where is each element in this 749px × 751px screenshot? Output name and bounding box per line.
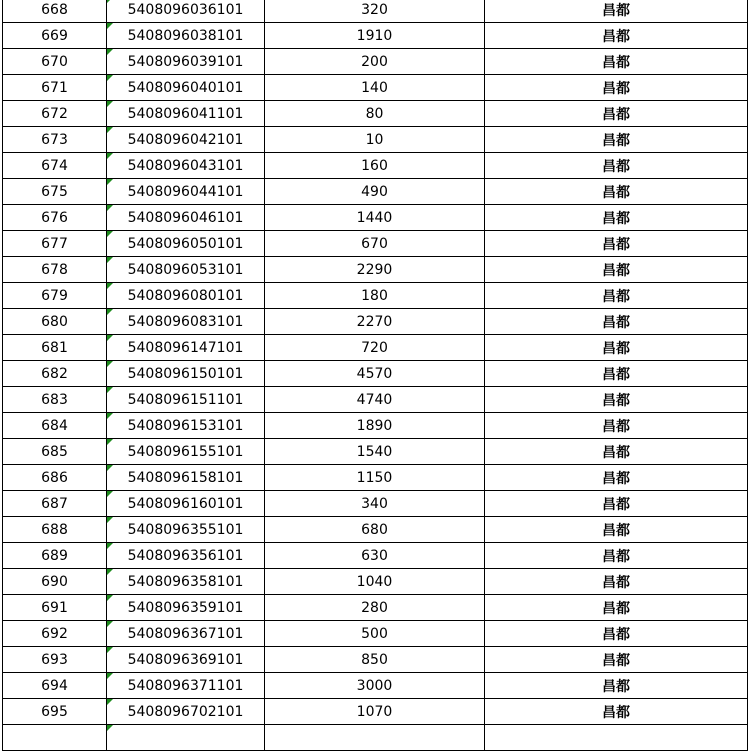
amount-cell[interactable] (265, 699, 485, 725)
region-cell-text: 昌都 (602, 314, 630, 331)
row-number-cell[interactable] (3, 673, 107, 699)
text-format-marker-icon (107, 49, 113, 55)
amount-cell-text: 720 (361, 339, 388, 356)
code-cell-text: 5408096371101 (127, 677, 244, 694)
row-number-cell[interactable] (3, 75, 107, 101)
table-row (3, 231, 748, 257)
code-cell[interactable] (107, 361, 265, 387)
region-cell-text: 昌都 (602, 548, 630, 565)
amount-cell-text: 3000 (356, 677, 393, 694)
code-cell[interactable] (107, 335, 265, 361)
table-row (3, 569, 748, 595)
region-cell[interactable] (485, 283, 748, 309)
row-number-cell[interactable] (3, 647, 107, 673)
text-format-marker-icon (107, 647, 113, 653)
region-cell-text: 昌都 (602, 2, 630, 19)
amount-cell-text: 2270 (356, 313, 393, 330)
region-cell[interactable] (485, 465, 748, 491)
row-number-cell-text: 669 (41, 27, 68, 44)
text-format-marker-icon (107, 23, 113, 29)
row-number-cell[interactable] (3, 569, 107, 595)
code-cell[interactable] (107, 647, 265, 673)
table-row (3, 595, 748, 621)
table-row (3, 101, 748, 127)
table-row (3, 413, 748, 439)
amount-cell[interactable] (265, 543, 485, 569)
code-cell-text: 5408096158101 (127, 469, 244, 486)
amount-cell[interactable] (265, 569, 485, 595)
text-format-marker-icon (107, 231, 113, 237)
table-row (3, 127, 748, 153)
row-number-cell-text: 677 (41, 235, 68, 252)
amount-cell-text: 630 (361, 547, 388, 564)
row-number-cell[interactable] (3, 231, 107, 257)
region-cell[interactable] (485, 205, 748, 231)
table-row (3, 179, 748, 205)
code-cell[interactable] (107, 491, 265, 517)
code-cell[interactable] (107, 595, 265, 621)
region-cell-text: 昌都 (602, 522, 630, 539)
region-cell[interactable] (485, 491, 748, 517)
code-cell[interactable] (107, 283, 265, 309)
row-number-cell[interactable] (3, 387, 107, 413)
code-cell-text: 5408096153101 (127, 417, 244, 434)
region-cell[interactable] (485, 309, 748, 335)
text-format-marker-icon (107, 465, 113, 471)
text-format-marker-icon (107, 179, 113, 185)
amount-cell[interactable] (265, 595, 485, 621)
code-cell-text: 5408096358101 (127, 573, 244, 590)
region-cell[interactable] (485, 647, 748, 673)
code-cell[interactable] (107, 231, 265, 257)
code-cell[interactable] (107, 569, 265, 595)
amount-cell-text: 500 (361, 625, 388, 642)
region-cell-text: 昌都 (602, 366, 630, 383)
table-row (3, 257, 748, 283)
region-cell-text: 昌都 (602, 626, 630, 643)
code-cell-text: 5408096044101 (127, 183, 244, 200)
amount-cell[interactable] (265, 0, 485, 23)
amount-cell-text: 490 (361, 183, 388, 200)
code-cell[interactable] (107, 413, 265, 439)
row-number-cell-text: 671 (41, 79, 68, 96)
region-cell[interactable] (485, 387, 748, 413)
code-cell[interactable] (107, 205, 265, 231)
code-cell-text: 5408096046101 (127, 209, 244, 226)
amount-cell-text: 4740 (356, 391, 393, 408)
code-cell[interactable] (107, 543, 265, 569)
table-row (3, 699, 748, 725)
amount-cell[interactable] (265, 387, 485, 413)
region-cell[interactable] (485, 127, 748, 153)
amount-cell-text: 280 (361, 599, 388, 616)
code-cell-text: 5408096355101 (127, 521, 244, 538)
code-cell[interactable] (107, 0, 265, 23)
region-cell[interactable] (485, 49, 748, 75)
code-cell-text: 5408096036101 (127, 1, 244, 18)
table-row (3, 153, 748, 179)
row-number-cell[interactable] (3, 413, 107, 439)
row-number-cell-text: 682 (41, 365, 68, 382)
row-number-cell[interactable] (3, 725, 107, 751)
row-number-cell[interactable] (3, 179, 107, 205)
row-number-cell-text: 691 (41, 599, 68, 616)
code-cell-text: 5408096080101 (127, 287, 244, 304)
region-cell[interactable] (485, 153, 748, 179)
row-number-cell-text: 684 (41, 417, 68, 434)
row-number-cell[interactable] (3, 127, 107, 153)
amount-cell[interactable] (265, 335, 485, 361)
code-cell-text: 5408096359101 (127, 599, 244, 616)
region-cell-text: 昌都 (602, 132, 630, 149)
region-cell[interactable] (485, 0, 748, 23)
text-format-marker-icon (107, 621, 113, 627)
amount-cell-text: 1540 (356, 443, 393, 460)
text-format-marker-icon (107, 361, 113, 367)
region-cell-text: 昌都 (602, 340, 630, 357)
region-cell-text: 昌都 (602, 574, 630, 591)
code-cell[interactable] (107, 309, 265, 335)
code-cell-text: 5408096043101 (127, 157, 244, 174)
region-cell[interactable] (485, 413, 748, 439)
text-format-marker-icon (107, 725, 113, 731)
code-cell[interactable] (107, 257, 265, 283)
text-format-marker-icon (107, 439, 113, 445)
code-cell-text: 5408096160101 (127, 495, 244, 512)
row-number-cell[interactable] (3, 491, 107, 517)
amount-cell[interactable] (265, 413, 485, 439)
row-number-cell[interactable] (3, 439, 107, 465)
amount-cell-text: 670 (361, 235, 388, 252)
text-format-marker-icon (107, 543, 113, 549)
amount-cell[interactable] (265, 257, 485, 283)
text-format-marker-icon (107, 127, 113, 133)
row-number-cell-text: 688 (41, 521, 68, 538)
text-format-marker-icon (107, 413, 113, 419)
code-cell-text: 5408096083101 (127, 313, 244, 330)
amount-cell[interactable] (265, 465, 485, 491)
amount-cell[interactable] (265, 673, 485, 699)
row-number-cell-text: 670 (41, 53, 68, 70)
code-cell-text: 5408096038101 (127, 27, 244, 44)
row-number-cell-text: 687 (41, 495, 68, 512)
table-row (3, 543, 748, 569)
region-cell[interactable] (485, 75, 748, 101)
amount-cell-text: 1890 (356, 417, 393, 434)
amount-cell[interactable] (265, 101, 485, 127)
code-cell[interactable] (107, 127, 265, 153)
region-cell[interactable] (485, 179, 748, 205)
amount-cell[interactable] (265, 439, 485, 465)
region-cell-text: 昌都 (602, 210, 630, 227)
code-cell-text: 5408096053101 (127, 261, 244, 278)
row-number-cell-text: 690 (41, 573, 68, 590)
region-cell-text: 昌都 (602, 54, 630, 71)
code-cell[interactable] (107, 153, 265, 179)
table-row (3, 621, 748, 647)
code-cell[interactable] (107, 75, 265, 101)
amount-cell-text: 1040 (356, 573, 393, 590)
amount-cell[interactable] (265, 647, 485, 673)
text-format-marker-icon (107, 101, 113, 107)
region-cell[interactable] (485, 23, 748, 49)
region-cell[interactable] (485, 569, 748, 595)
table-row (3, 0, 748, 23)
amount-cell-text: 1150 (356, 469, 393, 486)
code-cell-text: 5408096356101 (127, 547, 244, 564)
data-table (2, 0, 748, 751)
row-number-cell[interactable] (3, 595, 107, 621)
row-number-cell-text: 679 (41, 287, 68, 304)
text-format-marker-icon (107, 335, 113, 341)
row-number-cell-text: 681 (41, 339, 68, 356)
region-cell[interactable] (485, 699, 748, 725)
table-row (3, 361, 748, 387)
region-cell-text: 昌都 (602, 80, 630, 97)
region-cell-text: 昌都 (602, 678, 630, 695)
row-number-cell[interactable] (3, 621, 107, 647)
code-cell[interactable] (107, 387, 265, 413)
table-row (3, 205, 748, 231)
table-row (3, 75, 748, 101)
code-cell-text: 5408096039101 (127, 53, 244, 70)
code-cell[interactable] (107, 725, 265, 751)
text-format-marker-icon (107, 283, 113, 289)
row-number-cell-text: 689 (41, 547, 68, 564)
region-cell-text: 昌都 (602, 470, 630, 487)
region-cell[interactable] (485, 725, 748, 751)
code-cell-text: 5408096040101 (127, 79, 244, 96)
row-number-cell[interactable] (3, 101, 107, 127)
code-cell-text: 5408096050101 (127, 235, 244, 252)
table-row (3, 387, 748, 413)
table-row (3, 517, 748, 543)
amount-cell-text: 1910 (356, 27, 393, 44)
table-row (3, 725, 748, 751)
code-cell-text: 5408096702101 (127, 703, 244, 720)
table-row (3, 491, 748, 517)
row-number-cell-text: 680 (41, 313, 68, 330)
amount-cell-text: 1070 (356, 703, 393, 720)
text-format-marker-icon (107, 75, 113, 81)
amount-cell[interactable] (265, 491, 485, 517)
text-format-marker-icon (107, 699, 113, 705)
table-row (3, 439, 748, 465)
row-number-cell-text: 694 (41, 677, 68, 694)
amount-cell-text: 180 (361, 287, 388, 304)
code-cell[interactable] (107, 179, 265, 205)
code-cell-text: 5408096042101 (127, 131, 244, 148)
row-number-cell[interactable] (3, 309, 107, 335)
table-row (3, 647, 748, 673)
code-cell[interactable] (107, 49, 265, 75)
region-cell-text: 昌都 (602, 236, 630, 253)
text-format-marker-icon (107, 205, 113, 211)
amount-cell[interactable] (265, 361, 485, 387)
table-row (3, 335, 748, 361)
table-row (3, 309, 748, 335)
amount-cell[interactable] (265, 231, 485, 257)
code-cell-text: 5408096150101 (127, 365, 244, 382)
region-cell[interactable] (485, 361, 748, 387)
code-cell[interactable] (107, 517, 265, 543)
code-cell[interactable] (107, 699, 265, 725)
row-number-cell-text: 678 (41, 261, 68, 278)
region-cell-text: 昌都 (602, 496, 630, 513)
code-cell[interactable] (107, 23, 265, 49)
row-number-cell[interactable] (3, 153, 107, 179)
amount-cell[interactable] (265, 153, 485, 179)
amount-cell[interactable] (265, 309, 485, 335)
region-cell[interactable] (485, 621, 748, 647)
region-cell[interactable] (485, 439, 748, 465)
row-number-cell[interactable] (3, 699, 107, 725)
code-cell[interactable] (107, 439, 265, 465)
text-format-marker-icon (107, 569, 113, 575)
table-row (3, 23, 748, 49)
row-number-cell[interactable] (3, 517, 107, 543)
region-cell-text: 昌都 (602, 600, 630, 617)
row-number-cell-text: 673 (41, 131, 68, 148)
region-cell-text: 昌都 (602, 106, 630, 123)
row-number-cell[interactable] (3, 257, 107, 283)
region-cell[interactable] (485, 673, 748, 699)
amount-cell-text: 200 (361, 53, 388, 70)
amount-cell-text: 340 (361, 495, 388, 512)
amount-cell-text: 680 (361, 521, 388, 538)
code-cell-text: 5408096369101 (127, 651, 244, 668)
region-cell[interactable] (485, 543, 748, 569)
region-cell-text: 昌都 (602, 288, 630, 305)
code-cell-text: 5408096155101 (127, 443, 244, 460)
region-cell-text: 昌都 (602, 704, 630, 721)
code-cell[interactable] (107, 465, 265, 491)
amount-cell[interactable] (265, 75, 485, 101)
amount-cell-text: 140 (361, 79, 388, 96)
amount-cell[interactable] (265, 517, 485, 543)
row-number-cell[interactable] (3, 23, 107, 49)
region-cell[interactable] (485, 335, 748, 361)
row-number-cell[interactable] (3, 49, 107, 75)
code-cell[interactable] (107, 673, 265, 699)
text-format-marker-icon (107, 673, 113, 679)
amount-cell-text: 1440 (356, 209, 393, 226)
code-cell[interactable] (107, 621, 265, 647)
row-number-cell[interactable] (3, 205, 107, 231)
row-number-cell-text: 686 (41, 469, 68, 486)
code-cell-text: 5408096367101 (127, 625, 244, 642)
amount-cell[interactable] (265, 49, 485, 75)
amount-cell[interactable] (265, 725, 485, 751)
row-number-cell-text: 674 (41, 157, 68, 174)
text-format-marker-icon (107, 517, 113, 523)
region-cell-text: 昌都 (602, 158, 630, 175)
amount-cell-text: 10 (365, 131, 384, 148)
amount-cell[interactable] (265, 127, 485, 153)
row-number-cell-text: 668 (41, 1, 68, 18)
amount-cell-text: 160 (361, 157, 388, 174)
row-number-cell-text: 683 (41, 391, 68, 408)
region-cell-text: 昌都 (602, 262, 630, 279)
row-number-cell[interactable] (3, 283, 107, 309)
region-cell-text: 昌都 (602, 444, 630, 461)
amount-cell[interactable] (265, 179, 485, 205)
region-cell-text: 昌都 (602, 652, 630, 669)
table-row (3, 673, 748, 699)
row-number-cell-text: 685 (41, 443, 68, 460)
code-cell-text: 5408096041101 (127, 105, 244, 122)
row-number-cell-text: 692 (41, 625, 68, 642)
table-row (3, 283, 748, 309)
code-cell[interactable] (107, 101, 265, 127)
text-format-marker-icon (107, 491, 113, 497)
region-cell[interactable] (485, 595, 748, 621)
row-number-cell-text: 675 (41, 183, 68, 200)
row-number-cell-text: 695 (41, 703, 68, 720)
row-number-cell[interactable] (3, 335, 107, 361)
text-format-marker-icon (107, 257, 113, 263)
table-row (3, 49, 748, 75)
row-number-cell-text: 672 (41, 105, 68, 122)
text-format-marker-icon (107, 153, 113, 159)
amount-cell[interactable] (265, 621, 485, 647)
amount-cell-text: 2290 (356, 261, 393, 278)
region-cell[interactable] (485, 231, 748, 257)
row-number-cell[interactable] (3, 0, 107, 23)
row-number-cell[interactable] (3, 361, 107, 387)
text-format-marker-icon (107, 387, 113, 393)
row-number-cell-text: 676 (41, 209, 68, 226)
amount-cell[interactable] (265, 283, 485, 309)
amount-cell-text: 80 (365, 105, 384, 122)
amount-cell-text: 850 (361, 651, 388, 668)
region-cell[interactable] (485, 257, 748, 283)
amount-cell-text: 4570 (356, 365, 393, 382)
table-row (3, 465, 748, 491)
row-number-cell[interactable] (3, 465, 107, 491)
row-number-cell[interactable] (3, 543, 107, 569)
region-cell-text: 昌都 (602, 392, 630, 409)
code-cell-text: 5408096151101 (127, 391, 244, 408)
region-cell-text: 昌都 (602, 184, 630, 201)
region-cell[interactable] (485, 101, 748, 127)
region-cell[interactable] (485, 517, 748, 543)
row-number-cell-text: 693 (41, 651, 68, 668)
text-format-marker-icon (107, 309, 113, 315)
region-cell-text: 昌都 (602, 418, 630, 435)
text-format-marker-icon (107, 0, 113, 3)
amount-cell[interactable] (265, 23, 485, 49)
amount-cell-text: 320 (361, 1, 388, 18)
code-cell-text: 5408096147101 (127, 339, 244, 356)
amount-cell[interactable] (265, 205, 485, 231)
text-format-marker-icon (107, 595, 113, 601)
region-cell-text: 昌都 (602, 28, 630, 45)
